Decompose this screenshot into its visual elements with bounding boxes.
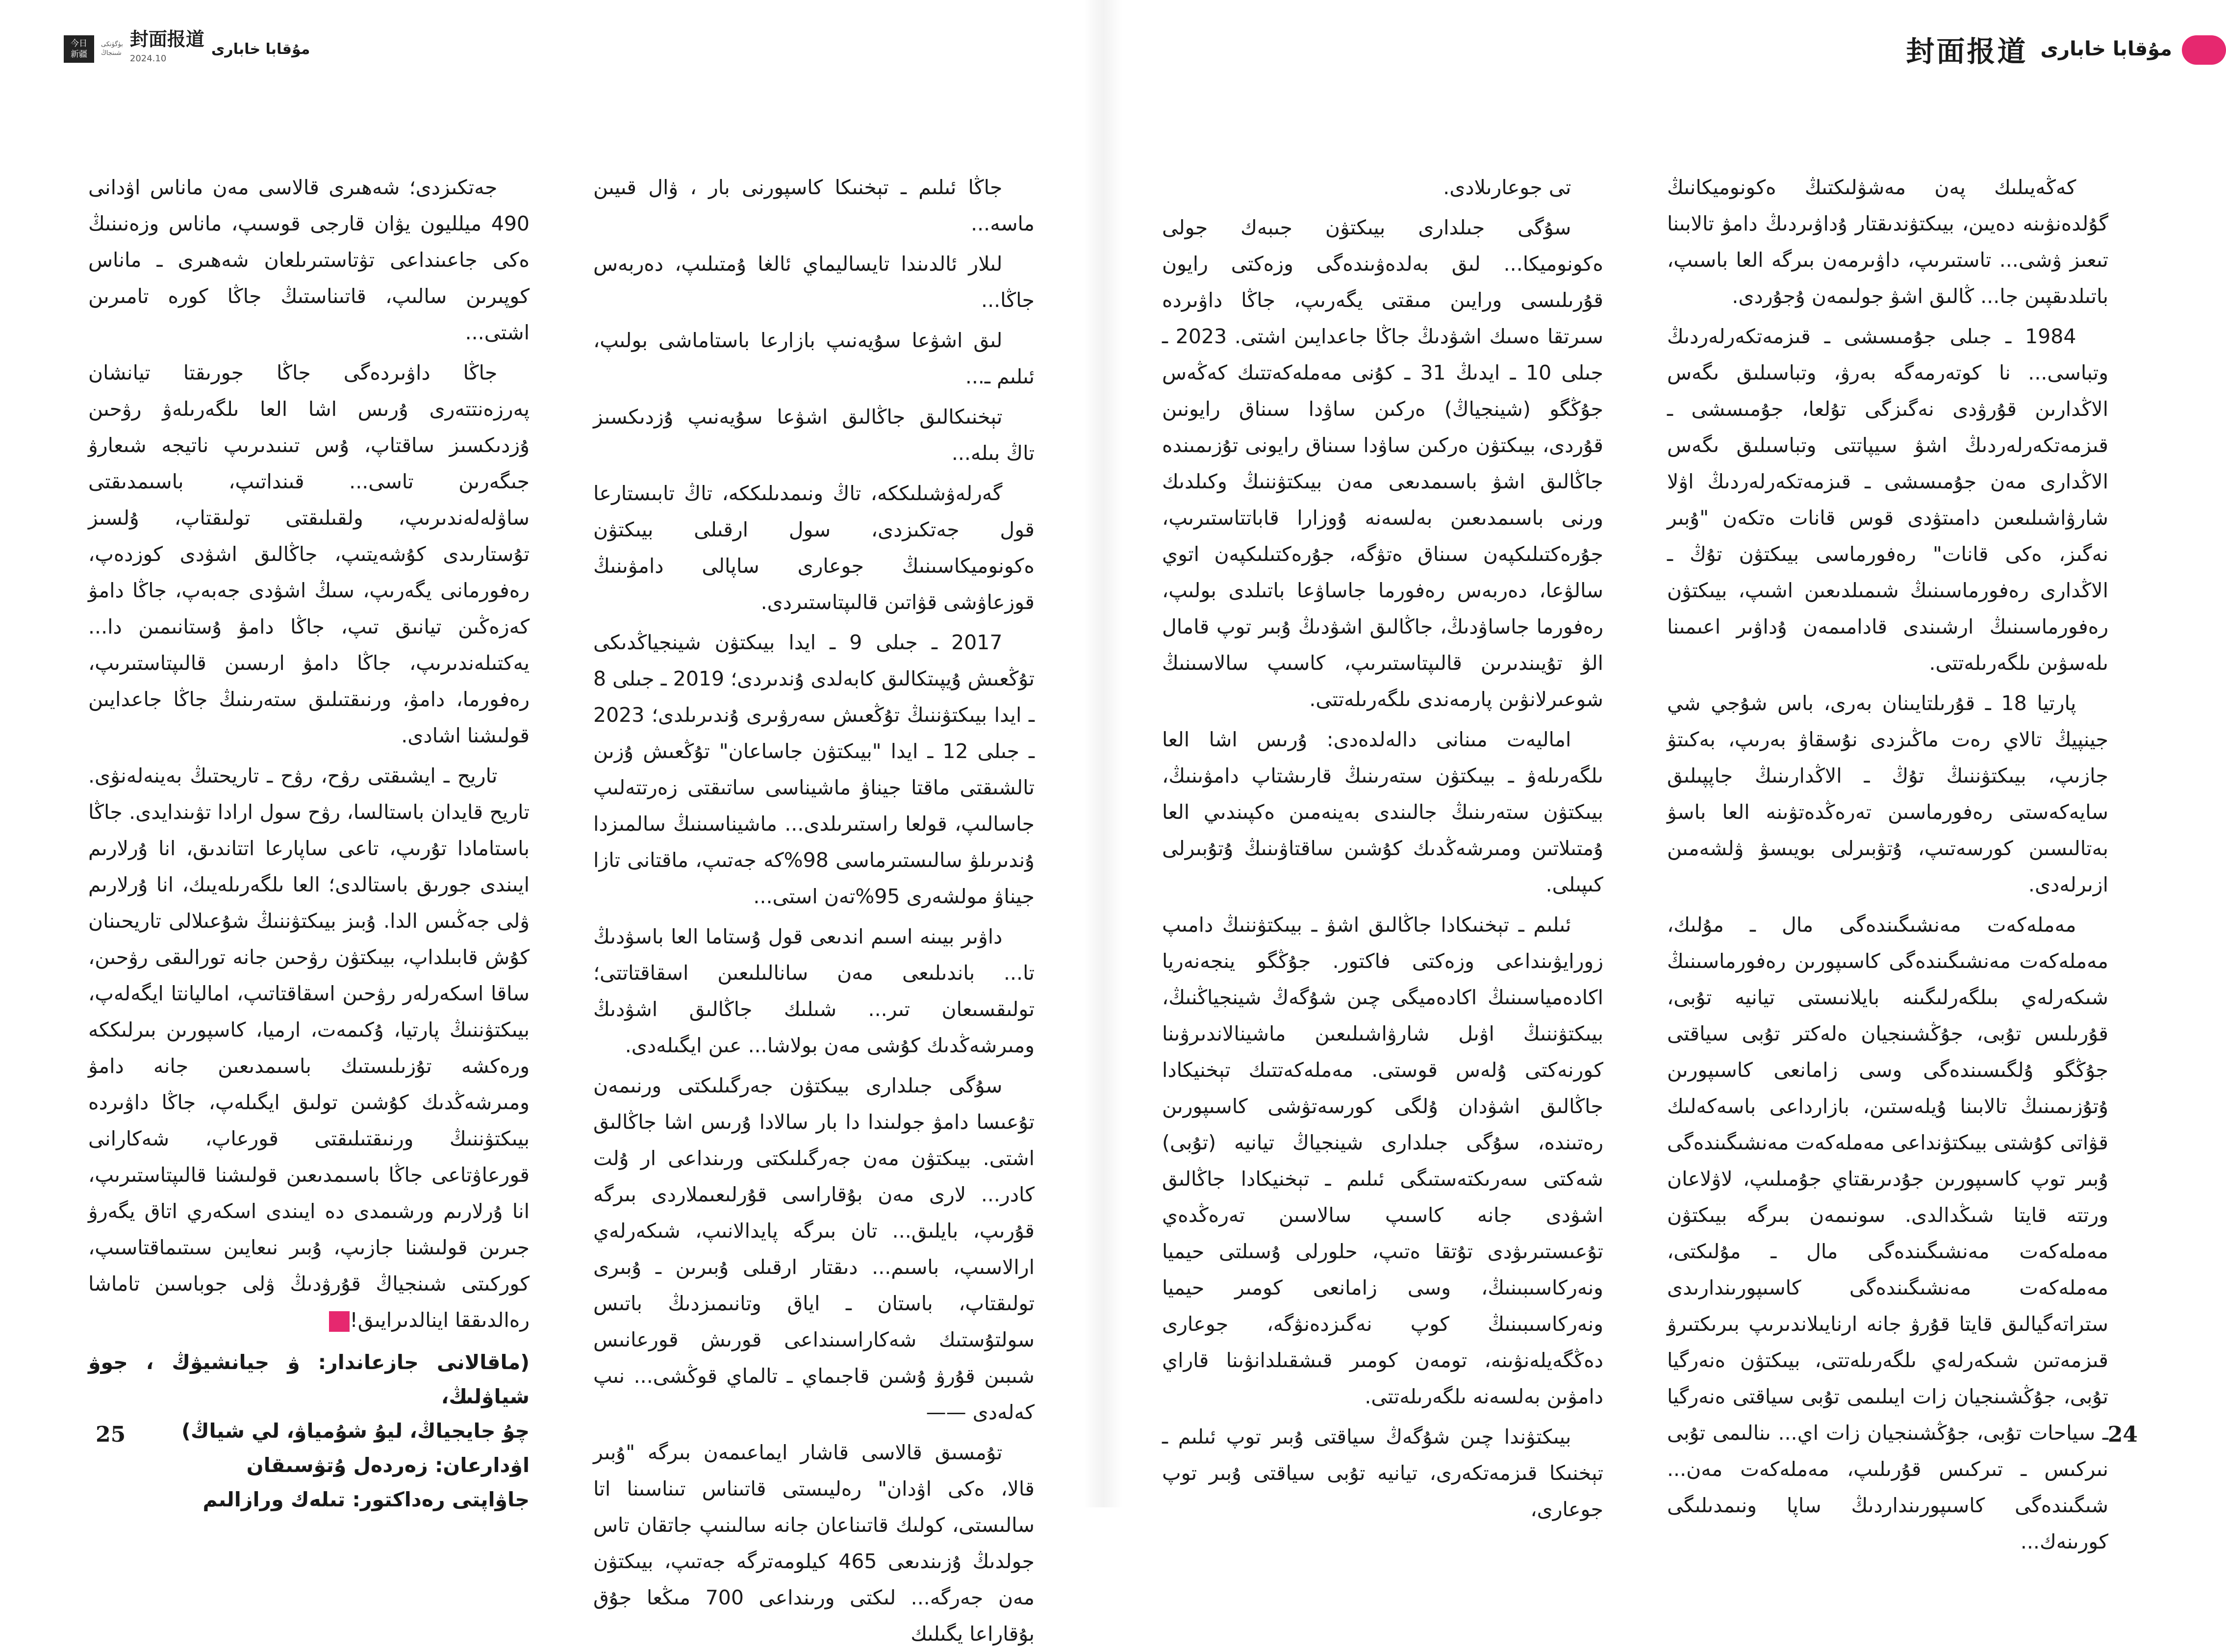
left-page xyxy=(0,0,1103,1646)
paragraph: پارتيا 18 ـ قۇرىلتايىنان بەرى، باس شۇجي شي جينپيڭ تالاي رەت ماڭىزدى نۇسقاۋ بەرىپ، بەكىتۋ جازىپ، بيىكتۋننىڭ تۇڭ ـ الاڭدارىنىڭ جاپپىلىق سايەكەستى رەفورماسىن تەرەڭدەتۋىنە العا باسۋ بەتالىسىن كورسەتىپ، ۇتۋبىرلى بويىسۋ ۋلشەمىن ازىرلەدى. xyxy=(1667,691,2108,896)
page-number: 25 xyxy=(96,1422,126,1447)
paragraph: مەملەكەت مەنشىگىندەگى مال ـ مۇلىك، مەملەكەت مەنشىگىندەگى كاسىپورىن رەفورماسىنىڭ شىكەرلەي بىلگەرلىگىنە بايلانىستى تيانيە تۇبى، قۇرىلىس تۇبى، جۇڭشىنجيان ەلەكتر تۇبى سياقتى جۇڭگو ۇلگىسىندەگى وسى زامانعى كاسىپورىن ۇتۇزىمىنىڭ تالابىنا ۇيلەستىن، بازارداعى باسەكەلىك قۋاتى كۇشتى بيىكتۋنداعى مەملەكەت مەنشىگىندەگى ۇبىر توپ كاسىپورىن جۇدىرىقتاي جۇمىلىپ، لاۋلاعان ورتتە قايتا شىڭدالدى. سونىمەن بىرگە بيىكتۋن مەملەكەت مەنشىگىندەگى مال ـ مۇلىكتى، مەملەكەت مەنشىگىندەگى كاسىپورىندارىدى ستراتەگيالىق قايتا قۇرۋ جانە ارنايىلاندىرىپ بىرىكتىرۋ قىزمەتىن شىكەرلەي ىلگەرىلەتتى، بيىكتۋن ەنەرگيا تۇبى، جۇڭشىنجيان زات ايىلىمى تۇبى سياقتى ەنەرگيا ـ سياحات تۇبى، جۇڭشىنجيان زات اي... ىنالىمى تۇبى نىركىس ـ تىركىس قۇرىلىپ، مەملەكەت مەن... شىگىندەگى كاسىپورىنداردىڭ ساپا ونىمدىلىگى كورىنەك... xyxy=(1667,913,2108,1553)
paragraph: داۋىر بيىنە اسىم اندىعى قول ۇستاما العا باسۋدىڭ تا... باندىلىعى مەن سانالىلىعىن اسقاقتاتتى؛ تولىقسىعان تىر... شىلىك جاڭالىق اشۋدىڭ ومىرشەڭدىك كۇشى مەن بولاشا... عىن ايگىلەدى. xyxy=(593,925,1035,1057)
paragraph: سۇگى جىلدارى بيىكتۋن جەرگىلىكتى ورنىمەن تۇعىسا دامۋ جولىندا دا بار سالادا ۇرىس اشا جاڭالىق اشتى. بيىكتۋن مەن جەرگىلىكتى ورىنداعى ار ۇلت كادر... لارى مەن بۇقاراسى قۇرلىعىملاردى بىرگە قۇرىپ، بايلىق... تان بىرگە پايدالانىپ، شىكەرلەي ارالاسىپ، باسىم... دىقتار ارقىلى ۇبىرىن ـ ۇبىرى تولىقتاپ، باستان ـ اياق وتانىمىزدىڭ باتىس سولتۇستىك شەكاراسىنداعى قورىش قورعانىس شىبىن قۇرۋ ۇشىن قاجىماي ـ تالماي قوڭشى... نىپ كەلەدى —— xyxy=(593,1074,1035,1424)
paragraph xyxy=(88,758,530,1338)
paragraph: 1984 ـ جىلى جۇمىسشى ـ قىزمەتكەرلەردىڭ وتباسى... نا كوتەرمەگە بەرۋ، وتباسىلىق ىگەس الاڭدارىن قۇرۋدى نەگىزگى تۇلعا، جۇمىسشى ـ قىزمەتكەرلەردىڭ اشۋ سيپاتتى وتباسىلىق ىگەس الاڭدارى مەن جۇمىسشى ـ قىزمەتكەرلەردىڭ اۋلا شارۋاشىلىعىن دامىتۋدى قوس قانات ەتكەن "ۇبىر نەگىز، ەكى قانات" رەفورماسى بيىكتۋن تۇڭ ـ الاڭدارى رەفورماسىنىڭ شىمىلدىعىن اشىپ، بيىكتۋن رەفورماسىنىڭ ارشىندى قادامىمەن ۇداۋىر اعىمىنا ىلەسۋىن ىلگەرىلەتتى. xyxy=(1667,325,2108,675)
gutter-shadow xyxy=(1084,0,1103,1507)
paragraph: گەرلەۋشىلىككە، تاڭ ونىمدىلىككە، تاڭ تابىستارعا قول جەتكىزدى، سول ارقىلى بيىكتۋن ەكونوميكاسىنىڭ جوعارى ساپالى دامۋىنىڭ قوزعاۋشى قۋاتىن قالىپتاستىردى. xyxy=(593,482,1035,614)
paragraph: جاڭا ئىلىم ـ تېخنىكا كاسپورنى بار ، ۋال قىيىن ماسە... xyxy=(593,176,1035,235)
left-page-column-left xyxy=(88,169,530,1511)
left-page-header xyxy=(64,29,1044,69)
article-end-mark: ل xyxy=(329,1311,350,1332)
section-color-tab xyxy=(2182,35,2226,65)
magazine-logo xyxy=(64,35,94,63)
right-page xyxy=(1103,0,2206,1553)
credit-authors: (ماقالانى جازعاندار: ۋ جيانشيۋڭ ، جوۋ شياۋلىڭ، xyxy=(88,1350,530,1408)
paragraph: كەڭەيىلىك پەن مەشۋلىكتىڭ ەكونوميكانىڭ گۇلدەنۋىنە دەيىن، بيىكتۋندىقتار ۇداۋىردىڭ دامۋ تالابىنا تىعىز ۋشى... تاستىرىپ، داۋىرمەن بىرگە العا باسىپ، باتىلدىقپىن جا... ڭالىق اشۋ جولىمەن ۇجۇردى. xyxy=(1667,176,2108,308)
logo-subtitle xyxy=(101,40,123,58)
paragraph: بيىكتۋندا چىن شۇگەڭ سياقتى ۇبىر توپ ئىلىم ـ تېخنىكا قىزمەتكەرى، تيانيە تۇبى سياقتى ۇبىر توپ جوعارى، xyxy=(1162,1425,1603,1521)
logo-line2: 新疆 xyxy=(71,50,87,59)
section-title-block xyxy=(130,29,204,69)
section-title-ug: مۇقابا خابارى xyxy=(211,40,310,58)
left-page-column-right xyxy=(593,169,1035,1646)
paragraph: تۇمسىق قالاسى قاشار ايماعىمەن بىرگە "ۇبىر قالا، ەكى اۋدان" رەليىستى قاتىناس تىناسىنا اتا سالىستى، كولىك قاتىناعان جانە سالىنىپ جاتقان تاس جولدىڭ ۇزىندىعى 465 كيلومەترگە جەتىپ، بيىكتۋن مەن جەرگە... لىكتى ورىنداعى 700 مىڭعا جۇق بۇقاراعا يگىلىك xyxy=(593,1441,1035,1646)
credit-editor: جاۋاپتى رەداكتور: تىلەك ورازالىم xyxy=(202,1488,530,1511)
logo-line1: 今日 xyxy=(71,39,87,49)
paragraph: تى جوعارىلادى. xyxy=(1443,176,1571,199)
paragraph: جەتكىزدى؛ شەھىرى قالاسى مەن ماناس اۋدانى 490 ميلليون يۋان قارجى قوسىپ، ماناس وزەنىنىڭ ەكى جاعىنداعى تۋتاستىرىلعان شەھىرى ـ ماناس كوپىرىن سالىپ، قاتىناستىڭ جاڭا كورە تامىرىن اشتى... xyxy=(88,176,530,344)
section-title-ug: مۇقابا خابارى xyxy=(2040,38,2172,60)
paragraph: اماليەت مىنانى دالەلدەدى: ۇرىس اشا العا ىلگەرىلەۋ ـ بيىكتۋن ستەرىنىڭ قارىشتاپ دامۋىنىڭ، بيىكتۋن ستەرىنىڭ جالىندى بەينەمىن ەكپىندىي العا ۇمتىلاتىن ومىرشەڭدىك كۇشىن ساقتاۋىنىڭ ۇتۇبىرلى كىپىلى. xyxy=(1162,728,1603,896)
right-page-column-left xyxy=(1162,169,1603,1521)
credit-translator: اۋدارعان: زەردەل ۇتۋسىقان xyxy=(246,1453,530,1477)
paragraph: تېخنىكالىق جاڭالىق اشۋعا سۇيەنىپ ۇزدىكسىز تاڭ بىلە... xyxy=(593,405,1035,465)
paragraph: 2017 ـ جىلى 9 ـ ايدا بيىكتۋن شينجياڭدىكى تۇڭعىش ۇيپىتكالىق كابەلدى ۇندىردى؛ 2019 ـ جىلى 8 ـ ايدا بيىكتۋننىڭ تۇڭعىش سەرۋىرى ۇندىرىلدى؛ 2023 ـ جىلى 12 ـ ايدا "بيىكتۋن جاساعان" تۇڭعىش ۇزىن تالشىقتى ماقتا جيناۋ ماشيناسى ساتىقتى زەرتتەلىپ جاسالىپ، قولعا راستىرىلدى... ماشيناسىنىڭ سالمىزدا ۇندىرىلۋ سالىستىرماسى 98%كە جەتىپ، ماقتانى تازا جيناۋ مولشەرى 95%تەن استى... xyxy=(593,631,1035,908)
page-number: 24 xyxy=(2107,1422,2138,1447)
paragraph: سۇگى جىلدارى بيىكتۋن جىبەك جولى ەكونوميكا... لىق بەلدەۋىندەگى وزەكتى رايون قۇرىلىسى ورايىن مىقتى يگەرىپ، جاڭا داۋىردە سىرتقا ەسىك اشۋدىڭ جاڭا جاعدايىن اشتى. 2023 ـ جىلى 10 ـ ايدىڭ 31 ـ كۇنى مەملەكەتتىك كەڭەس جۇڭگو (شينجياڭ) ەركىن ساۋدا سىناق رايونىن قۇردى، بيىكتۋن ەركىن ساۋدا سىناق رايونى تۇزىمىندە جاڭالىق اشۋ باسىمدىعى مەن بيىكتۋننىڭ وكىلدىك ورنى باسىمدىعىن بەلسەنە ۇوزارا قاباتتاستىرىپ، جۇرەكتىلىكپەن سىناق ەتۋگە، جۇرەكتىلىكپەن اتوي سالۋعا، دەربەس رەفورما جاساۋعا باتىلدى بولىپ، رەفورما جاساۋدىڭ، جاڭالىق اشۋدىڭ ۇبىر توپ قامال الۋ تۇيىندىرىن قالىپتاستىرىپ، كاسىپ سالاسىنىڭ شوعىرلانۋىن پارمەندى ىلگەرىلەتتى. xyxy=(1162,216,1603,711)
gutter-shadow xyxy=(1103,0,1123,1507)
article-credits xyxy=(88,1345,530,1517)
section-title-cn: 封面报道 xyxy=(129,28,204,50)
logo-side-line2: شىنجاڭ xyxy=(101,50,122,57)
section-title-cn: 封面报道 xyxy=(1906,35,2028,68)
paragraph: لىق اشۋعا سۇيەنىپ بازارعا باستاماشى بولىپ، ئىلىم ـ... xyxy=(593,329,1035,388)
right-page-column-right xyxy=(1667,169,2108,1553)
logo-side-line1: بۈگۈنكى xyxy=(101,41,123,48)
paragraph: لىلار ئالدىندا تايساليماي ئالغا ۇمتىلىپ، دەربەس جاڭا... xyxy=(593,252,1035,312)
credit-authors-cont: چۇ جايجياڭ، ليۇ شۇمياۋ، لي شياڭ) xyxy=(181,1419,530,1443)
paragraph: جاڭا داۋىردەگى جاڭا جورىقتا تيانشان پەرزەنتتەرى ۇرىس اشا العا ىلگەرىلەۋ رۋحىن ۇزدىكسىز ساقتاپ، ۇس تىنىدىرىپ ناتيجە شىعارۋ جىگەرىن تاسى... قىنداتىپ، باسىمدىقتى ساۋلەلەندىرىپ، ولقىلىقتى تولىقتاپ، ۇلسىز تۇستارىدى كۇشەيتىپ، جاڭالىق اشۋدى كوزدەپ، رەفورمانى يگەرىپ، سىڭ اشۋدى جەبەپ، جاڭا دامۋ كەزەڭىن تيانىق تىپ، جاڭا دامۋ ۇستانىمىن دا... يەكتىلەندىرىپ، جاڭا دامۋ ارىسىن قالىپتاستىرىپ، رەفورما، دامۋ، ورنىقتىلىق ستەرىنىڭ جاڭا جاعدايىن قولىشنا اشادى. xyxy=(88,361,530,747)
paragraph: ئىلىم ـ تېخنىكادا جاڭالىق اشۋ ـ بيىكتۋننىڭ دامىپ زورايۋىنداعى وزەكتى فاكتور. جۇڭگو ينجەنەريا اكادەمياسىنىڭ اكادەميگى چىن شۇگەڭ شينجياڭنىڭ، بيىكتۋننىڭ اۋىل شارۋاشىلىعىن ماشينالاندىرۋىنا كورنەكتى ۇلەس قوستى. مەملەكەتتىك تېخنيكادا جاڭالىق اشۋدان ۇلگى كورسەتۋشى كاسىپورىن رەتىندە، سۇگى جىلدارى شينجياڭ تيانيە (تۇبى) شەكتى سەرىكتەستىگى ئىلىم ـ تېخنيكادا جاڭالىق اشۋدى جانە كاسىپ سالاسىن تەرەڭدەي تۇعىستىرىۋدى تۇتقا ەتىپ، حلورلى ۇسىلتى حيميا ونەركاسىبىنىڭ، وسى زامانعى كومىر حيميا ونەركاسىبىنىڭ كوپ نەگىزدەنۋگە، جوعارى دەڭگەيلەنۋىنە، تومەن كومىر قىشقىلدانۋىنا قاراي دامۋىن بەلسەنە ىلگەرىلەتتى. xyxy=(1162,913,1603,1408)
issue-date: 2024.10 xyxy=(129,53,167,64)
right-page-header xyxy=(1731,29,2172,69)
paragraph-text: تاريح ـ ايشىقتى رۋح، رۋح ـ تاريحتىڭ بەينەلەنۋى. تاريح قايدان باستالسا، رۋح سول ارادا تۋىندايدى. جاڭا باستامادا تۇرىپ، تاعى ساپارعا اتتاندىق، انا ۇرلارىم ايىندى جورىق باستالدى؛ العا ىلگەرىلەيىك، انا ۇرلارىم ۋلى جەڭىس الدا. ۇبىز بيىكتۋننىڭ شۇعىلالى تاريحىنان كۇش قابىلداپ، بيىكتۋن رۋحىن جانە تورالىقى رۋحىن، ساقا اسكەرلەر رۋحىن اسقاقتاتىپ، اماليانتا ايگەلەپ، بيىكتۋننىڭ پارتيا، ۇكىمەت، ارميا، كاسپورىن بىرلىككە ورەكشە تۇزىلىستىك باسىمدىعىن جانە دامۋ ومىرشەڭدىك كۇشىن تولىق ايگىلەپ، جاڭا داۋىردە بيىكتۋننىڭ ورنىقتىلىقتى قورعاپ، شەكارانى قورعاۋتاعى جاڭا باسىمدىعىن قولىشنا قالىپتاستىرىپ، انا ۇرلارىم ورشىمدى ده ايىندى اسكەري اتاق يگەرۋ جىرىن قولىشنا جازىپ، ۇبىر نىعايىن سىتىماقتاسىپ، كوركىتى شىنجياڭ قۇرۋدىڭ ۋلى جوباسىن تاماشا رەالدىققا اينالدىرايىق! xyxy=(88,764,530,1332)
